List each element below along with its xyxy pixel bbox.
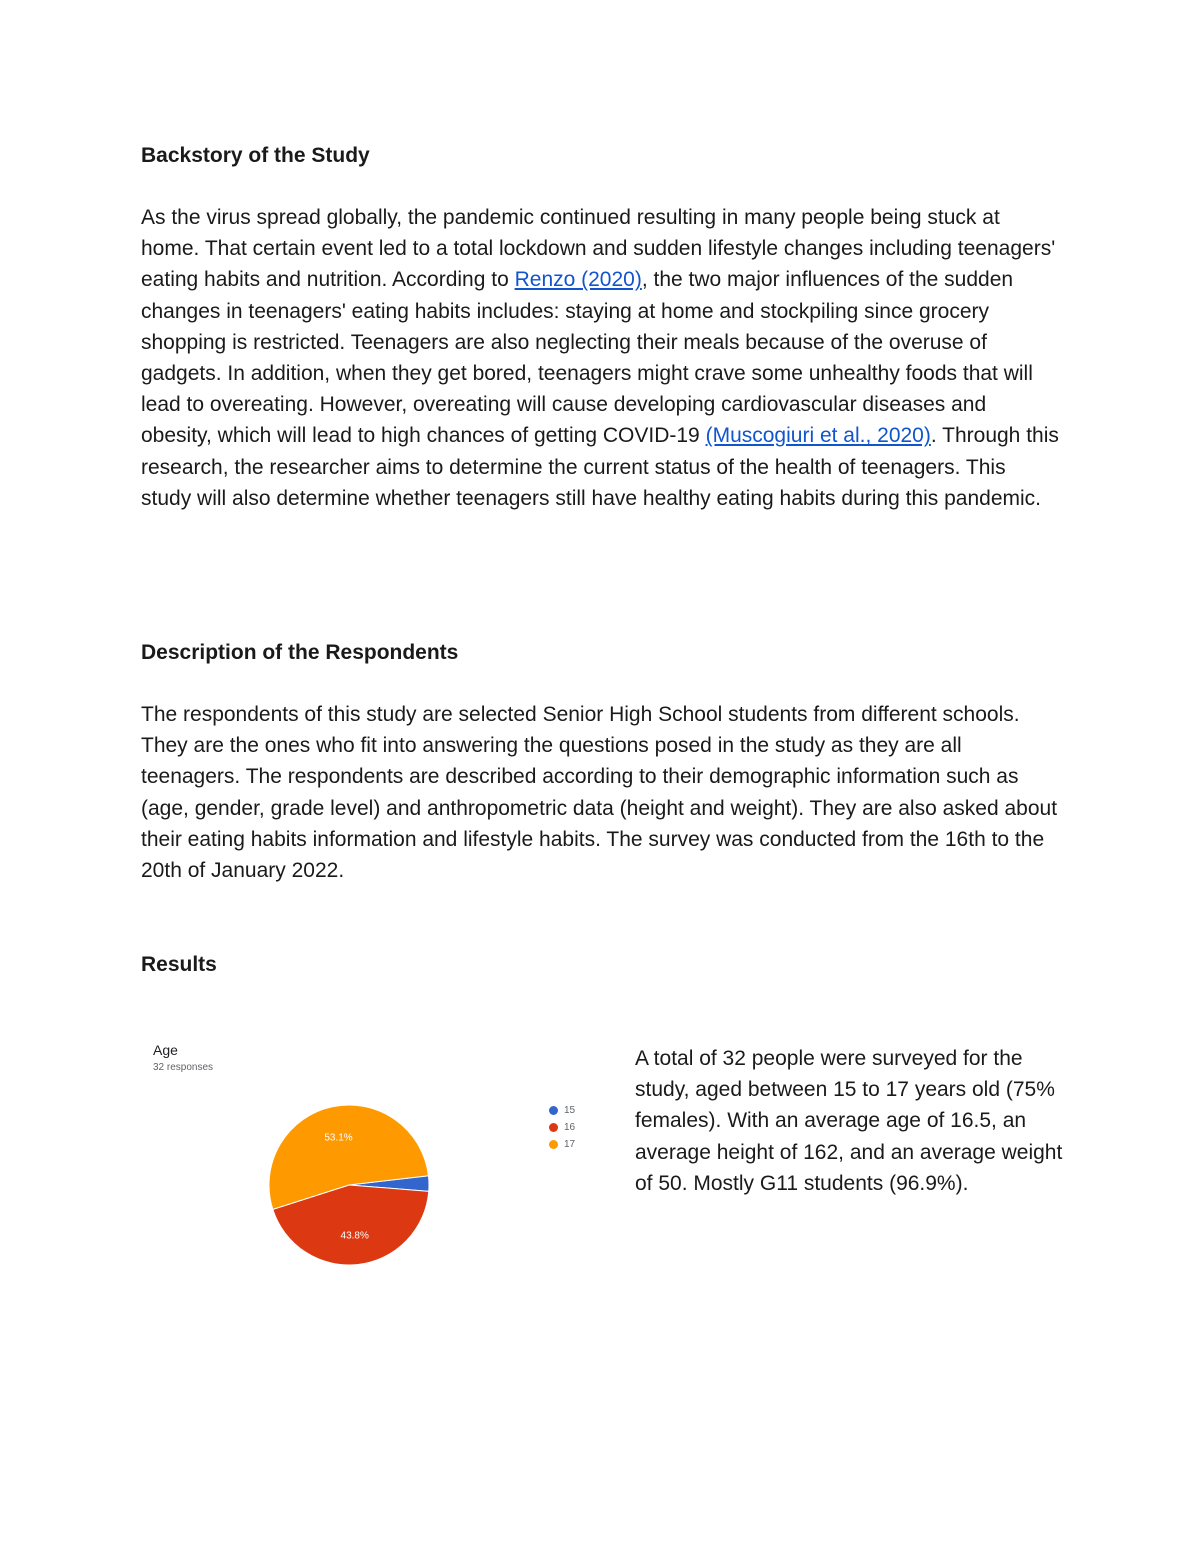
pie-label-16: 43.8% <box>340 1230 369 1242</box>
pie-label-17: 53.1% <box>324 1132 353 1144</box>
results-summary: A total of 32 people were surveyed for the study, aged between 15 to 17 years old (75% females). With an average age of 16.5, an average height of 162, and an average weight of 50. Mostly G11 students (96.9%). <box>635 1047 1063 1195</box>
respondents-heading: Description of the Respondents <box>141 641 459 664</box>
legend-item-17 <box>549 1136 599 1153</box>
legend-item-16 <box>549 1119 599 1136</box>
muscogiuri-citation-link[interactable]: (Muscogiuri et al., 2020) <box>705 424 931 448</box>
backstory-text-2: , the two major influences of the sudden changes in teenagers' eating habits includes: staying at home and stockpiling since grocery shopping is restricted. Teenagers are also neglecting their meals because of the overuse of gadgets. In addition, when they get bored, teenagers might crave some unhealthy foods that will lead to overeating. However, overeating will cause developing cardiovascular diseases and obesity, which will lead to high chances of getting COVID-19 <box>141 268 1033 448</box>
legend-label: 16 <box>564 1122 576 1133</box>
chart-legend <box>549 1102 599 1153</box>
backstory-text-3: . Through this research, the researcher aims to determine the current status of the health of teenagers. This study will also determine whether teenagers still have healthy eating habits during this pandemic. <box>141 424 1059 510</box>
backstory-text-1: As the virus spread globally, the pandemic continued resulting in many people being stuck at home. That certain event led to a total lockdown and sudden lifestyle changes including teenagers' eating habits and nutrition. According to <box>141 206 1056 292</box>
legend-item-15 <box>549 1102 599 1119</box>
legend-label: 17 <box>564 1139 576 1150</box>
respondents-paragraph: The respondents of this study are selected Senior High School students from different schools. They are the ones who fit into answering the questions posed in the study as they are all teenagers. The respondents are described according to their demographic information such as (age, gender, grade level) and anthropometric data (height and weight). They are also asked about their eating habits information and lifestyle habits. The survey was conducted from the 16th to the 20th of January 2022. <box>141 703 1058 883</box>
legend-dot-icon <box>549 1106 558 1115</box>
legend-label: 15 <box>564 1105 576 1116</box>
chart-subtitle: 32 responses <box>153 1062 214 1073</box>
backstory-heading: Backstory of the Study <box>141 144 370 167</box>
chart-title: Age <box>153 1042 178 1058</box>
legend-dot-icon <box>549 1123 558 1132</box>
legend-dot-icon <box>549 1140 558 1149</box>
age-pie-chart <box>141 1032 601 1282</box>
backstory-paragraph <box>141 202 1061 514</box>
pie-svg <box>141 1032 541 1282</box>
results-heading: Results <box>141 953 217 976</box>
renzo-citation-link[interactable]: Renzo (2020) <box>514 268 642 292</box>
